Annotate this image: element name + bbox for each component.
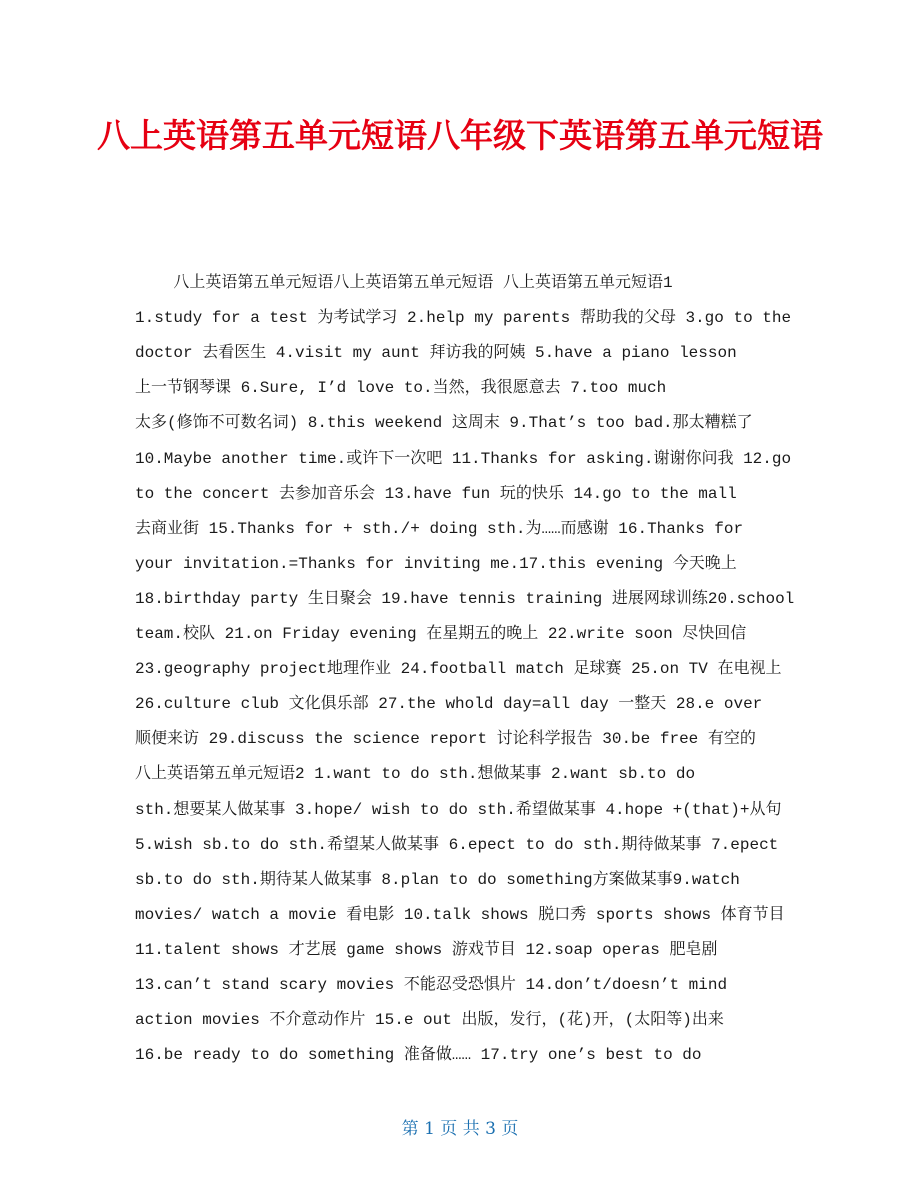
text-line: 5.wish sb.to do sth.希望某人做某事 6.epect to do sth.期待做某事 7.epect <box>135 835 779 854</box>
text-line: 11.talent shows 才艺展 game shows 游戏节目 12.soap operas 肥皂剧 <box>135 940 718 959</box>
text-line: team.校队 21.on Friday evening 在星期五的晚上 22.write soon 尽快回信 <box>135 625 747 643</box>
document-title: 八上英语第五单元短语八年级下英语第五单元短语 <box>97 116 823 155</box>
text-line: 顺便来访 29.discuss the science report 讨论科学报告 30.be free 有空的 <box>135 730 756 749</box>
text-line: 太多(修饰不可数名词) 8.this weekend 这周末 9.That’s too bad.那太糟糕了 <box>135 414 753 433</box>
page-footer: 第 1 页 共 3 页 <box>401 1119 519 1139</box>
text-line: your invitation.=Thanks for inviting me.17.this evening 今天晚上 <box>135 554 737 573</box>
text-line: sth.想要某人做某事 3.hope/ wish to do sth.希望做某事 4.hope +(that)+从句 <box>135 800 782 819</box>
text-line: 去商业街 15.Thanks for + sth./+ doing sth.为……而感谢 16.Thanks for <box>135 519 744 538</box>
text-line: 16.be ready to do something 准备做…… 17.try one’s best to do <box>135 1046 702 1065</box>
text-line: 八上英语第五单元短语八上英语第五单元短语 八上英语第五单元短语1 <box>135 274 673 292</box>
text-line: sb.to do sth.期待某人做某事 8.plan to do something方案做某事9.watch <box>135 870 740 889</box>
text-line: to the concert 去参加音乐会 13.have fun 玩的快乐 14.go to the mall <box>135 484 737 503</box>
text-line: 10.Maybe another time.或许下一次吧 11.Thanks for asking.谢谢你问我 12.go <box>135 449 792 468</box>
text-line: doctor 去看医生 4.visit my aunt 拜访我的阿姨 5.have a piano lesson <box>135 344 737 363</box>
text-line: 26.culture club 文化俱乐部 27.the whold day=all day 一整天 28.e over <box>135 695 763 714</box>
text-line: movies/ watch a movie 看电影 10.talk shows 脱口秀 sports shows 体育节目 <box>135 905 785 924</box>
text-line: action movies 不介意动作片 15.e out 出版，发行，(花)开，(太阳等)出来 <box>135 1011 724 1030</box>
text-line: 1.study for a test 为考试学习 2.help my parents 帮助我的父母 3.go to the <box>135 309 792 328</box>
text-line: 八上英语第五单元短语2 1.want to do sth.想做某事 2.want sb.to do <box>135 765 696 784</box>
text-line: 13.can’t stand scary movies 不能忍受恐惧片 14.don’t/doesn’t mind <box>135 976 728 994</box>
text-line: 上一节钢琴课 6.Sure, I’d love to.当然，我很愿意去 7.too much <box>135 379 667 398</box>
text-line: 18.birthday party 生日聚会 19.have tennis training 进展网球训练20.school <box>135 589 795 608</box>
text-line: 23.geography project地理作业 24.football match 足球赛 25.on TV 在电视上 <box>135 660 782 679</box>
